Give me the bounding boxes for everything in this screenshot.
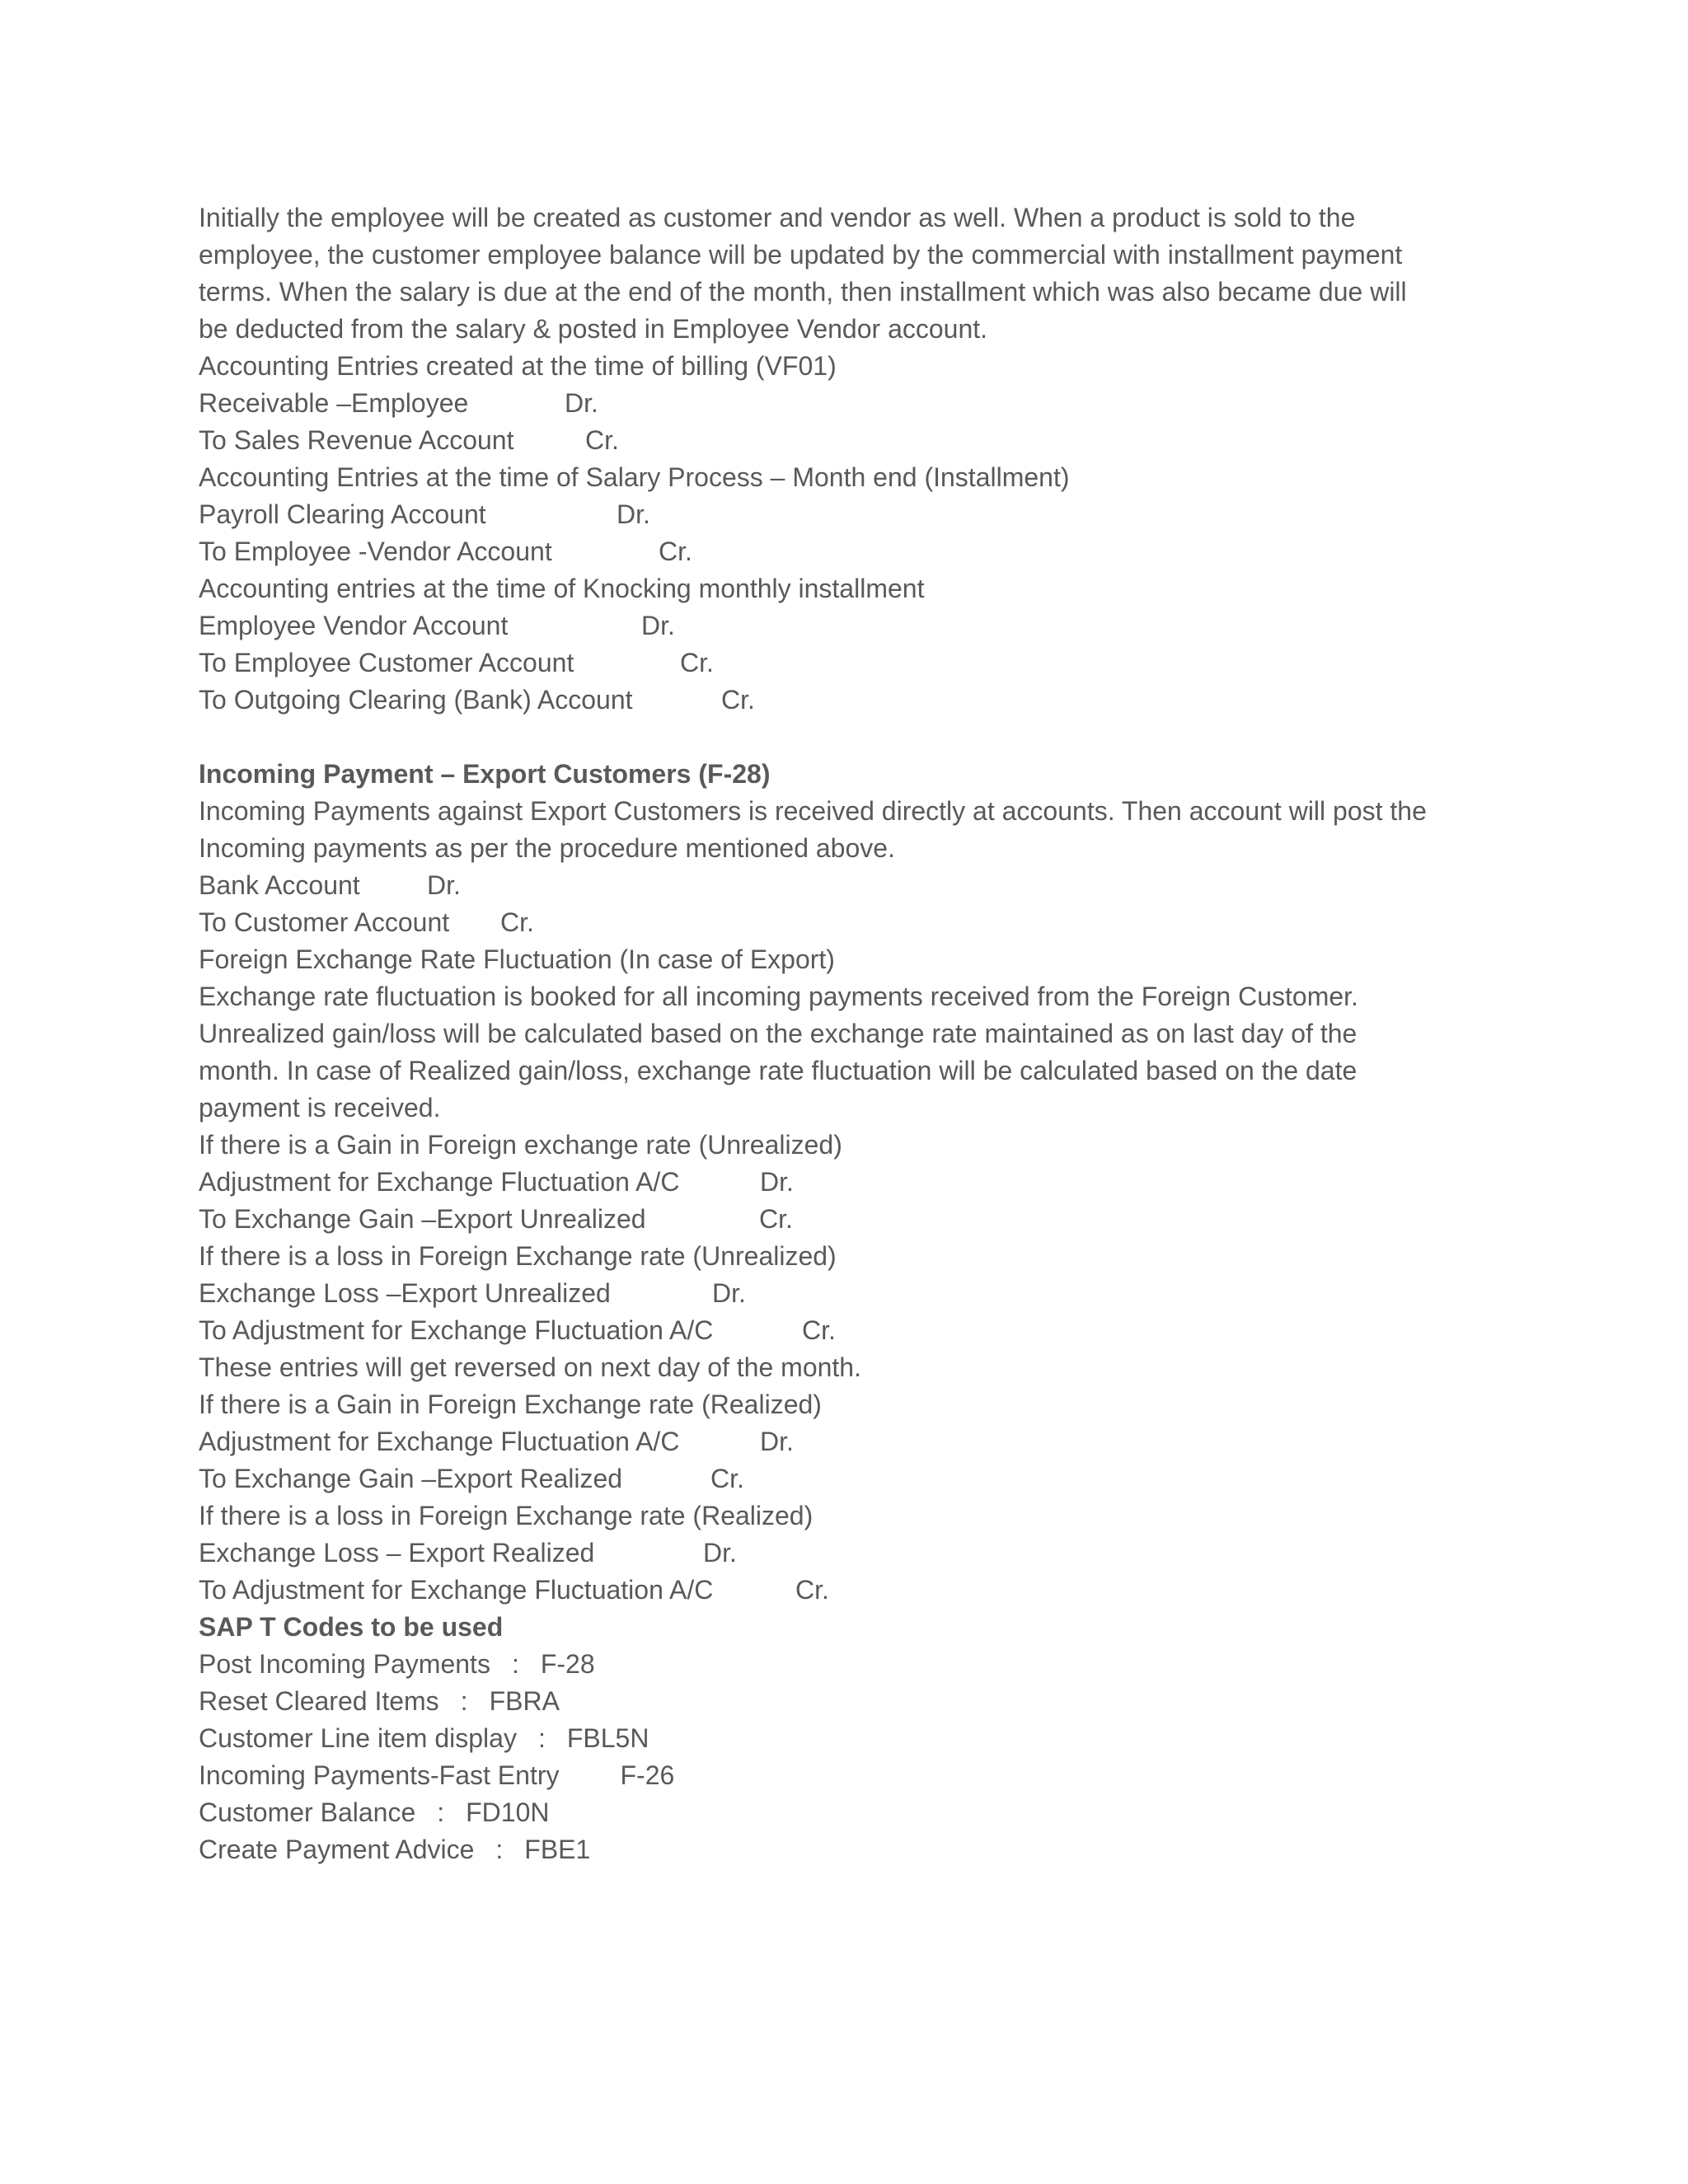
account-name: Adjustment for Exchange Fluctuation A/C [199,1167,680,1197]
fx-case-title: If there is a Gain in Foreign Exchange rate (Realized) [199,1390,822,1419]
intro-paragraph [199,199,1517,348]
export-line: Incoming Payments against Export Customers is received directly at accounts. Then account will post the [199,796,1427,826]
fx-case-title: If there is a loss in Foreign Exchange rate (Unrealized) [199,1241,837,1271]
intro-line: be deducted from the salary & posted in Employee Vendor account. [199,314,988,344]
credit-marker: Cr. [500,907,534,937]
credit-marker: Cr. [585,425,619,455]
fx-case-title: If there is a Gain in Foreign exchange rate (Unrealized) [199,1130,842,1160]
account-name: Receivable –Employee [199,388,469,418]
debit-marker: Dr. [760,1427,794,1456]
account-name: Bank Account [199,870,360,900]
journal-entry-debit [199,867,1517,904]
billing-title: Accounting Entries created at the time of billing (VF01) [199,351,837,381]
section-heading: SAP T Codes to be used [199,1612,504,1642]
credit-marker: Cr. [721,685,755,715]
tcode-item [199,1757,1517,1794]
credit-marker: Cr. [710,1464,744,1493]
debit-marker: Dr. [703,1538,737,1568]
fx-title: Foreign Exchange Rate Fluctuation (In case of Export) [199,944,835,974]
fx-line: Unrealized gain/loss will be calculated based on the exchange rate maintained as on last day of the [199,1019,1357,1048]
journal-entry-debit [199,385,1517,422]
fx-case-title: If there is a loss in Foreign Exchange rate (Realized) [199,1501,814,1530]
reversal-note: These entries will get reversed on next day of the month. [199,1352,861,1382]
account-name: Exchange Loss –Export Unrealized [199,1278,611,1308]
account-name: Adjustment for Exchange Fluctuation A/C [199,1427,680,1456]
tcode-item [199,1683,1517,1720]
debit-marker: Dr. [712,1278,746,1308]
journal-entry-credit [199,1572,1517,1609]
tcode-separator: : [495,1835,504,1864]
journal-entry-credit [199,644,1517,682]
tcode-label: Reset Cleared Items [199,1686,439,1716]
journal-entry-debit [199,496,1517,533]
tcode-item [199,1646,1517,1683]
account-name: To Adjustment for Exchange Fluctuation A/C [199,1575,714,1605]
journal-entry-debit [199,607,1517,644]
intro-line: Initially the employee will be created as customer and vendor as well. When a product is sold to the [199,203,1356,232]
salary-title: Accounting Entries at the time of Salary Process – Month end (Installment) [199,462,1070,492]
account-name: To Outgoing Clearing (Bank) Account [199,685,633,715]
tcode-value: FBRA [489,1686,560,1716]
journal-entry-credit [199,1460,1517,1497]
tcode-separator: : [511,1649,519,1679]
account-name: To Exchange Gain –Export Realized [199,1464,623,1493]
tcode-value: F-26 [620,1760,675,1790]
fx-paragraph [199,978,1517,1127]
account-name: To Customer Account [199,907,450,937]
journal-entry-credit [199,1201,1517,1238]
account-name: To Exchange Gain –Export Unrealized [199,1204,646,1234]
journal-entry-credit [199,533,1517,570]
credit-marker: Cr. [659,537,692,566]
tcode-value: FBL5N [566,1723,649,1753]
account-name: To Employee Customer Account [199,648,574,677]
account-name: To Employee -Vendor Account [199,537,552,566]
knocking-title: Accounting entries at the time of Knocking monthly installment [199,574,925,603]
section-heading: Incoming Payment – Export Customers (F-28) [199,759,771,789]
tcode-label: Customer Line item display [199,1723,517,1753]
account-name: Exchange Loss – Export Realized [199,1538,595,1568]
debit-marker: Dr. [760,1167,794,1197]
journal-entry-credit [199,422,1517,459]
debit-marker: Dr. [617,499,650,529]
tcode-label: Post Incoming Payments [199,1649,490,1679]
tcode-item [199,1720,1517,1757]
tcode-label: Create Payment Advice [199,1835,475,1864]
export-paragraph [199,793,1517,867]
section-spacer [199,719,1517,756]
journal-entry-credit [199,904,1517,941]
journal-entry-debit [199,1535,1517,1572]
account-name: To Adjustment for Exchange Fluctuation A/C [199,1315,714,1345]
tcode-separator: : [437,1797,445,1827]
tcode-item [199,1794,1517,1831]
journal-entry-debit [199,1275,1517,1312]
debit-marker: Dr. [565,388,598,418]
account-name: Employee Vendor Account [199,611,509,640]
fx-line: payment is received. [199,1093,441,1122]
account-name: Payroll Clearing Account [199,499,486,529]
journal-entry-credit [199,1312,1517,1349]
tcode-separator: : [537,1723,546,1753]
intro-line: terms. When the salary is due at the end of the month, then installment which was also became due will [199,277,1407,307]
credit-marker: Cr. [759,1204,793,1234]
account-name: To Sales Revenue Account [199,425,514,455]
document-body [199,199,1517,1868]
fx-line: Exchange rate fluctuation is booked for all incoming payments received from the Foreign Customer. [199,982,1358,1011]
intro-line: employee, the customer employee balance will be updated by the commercial with installment payment [199,240,1403,269]
tcode-value: FBE1 [524,1835,591,1864]
tcode-value: F-28 [540,1649,595,1679]
debit-marker: Dr. [427,870,461,900]
journal-entry-credit [199,682,1517,719]
tcode-item [199,1831,1517,1868]
credit-marker: Cr. [795,1575,829,1605]
credit-marker: Cr. [802,1315,836,1345]
debit-marker: Dr. [641,611,675,640]
tcode-label: Incoming Payments-Fast Entry [199,1760,560,1790]
credit-marker: Cr. [680,648,714,677]
journal-entry-debit [199,1164,1517,1201]
fx-line: month. In case of Realized gain/loss, exchange rate fluctuation will be calculated based on the date [199,1056,1357,1085]
tcode-label: Customer Balance [199,1797,416,1827]
journal-entry-debit [199,1423,1517,1460]
tcode-value: FD10N [466,1797,550,1827]
tcode-separator: : [460,1686,468,1716]
export-line: Incoming payments as per the procedure mentioned above. [199,833,895,863]
